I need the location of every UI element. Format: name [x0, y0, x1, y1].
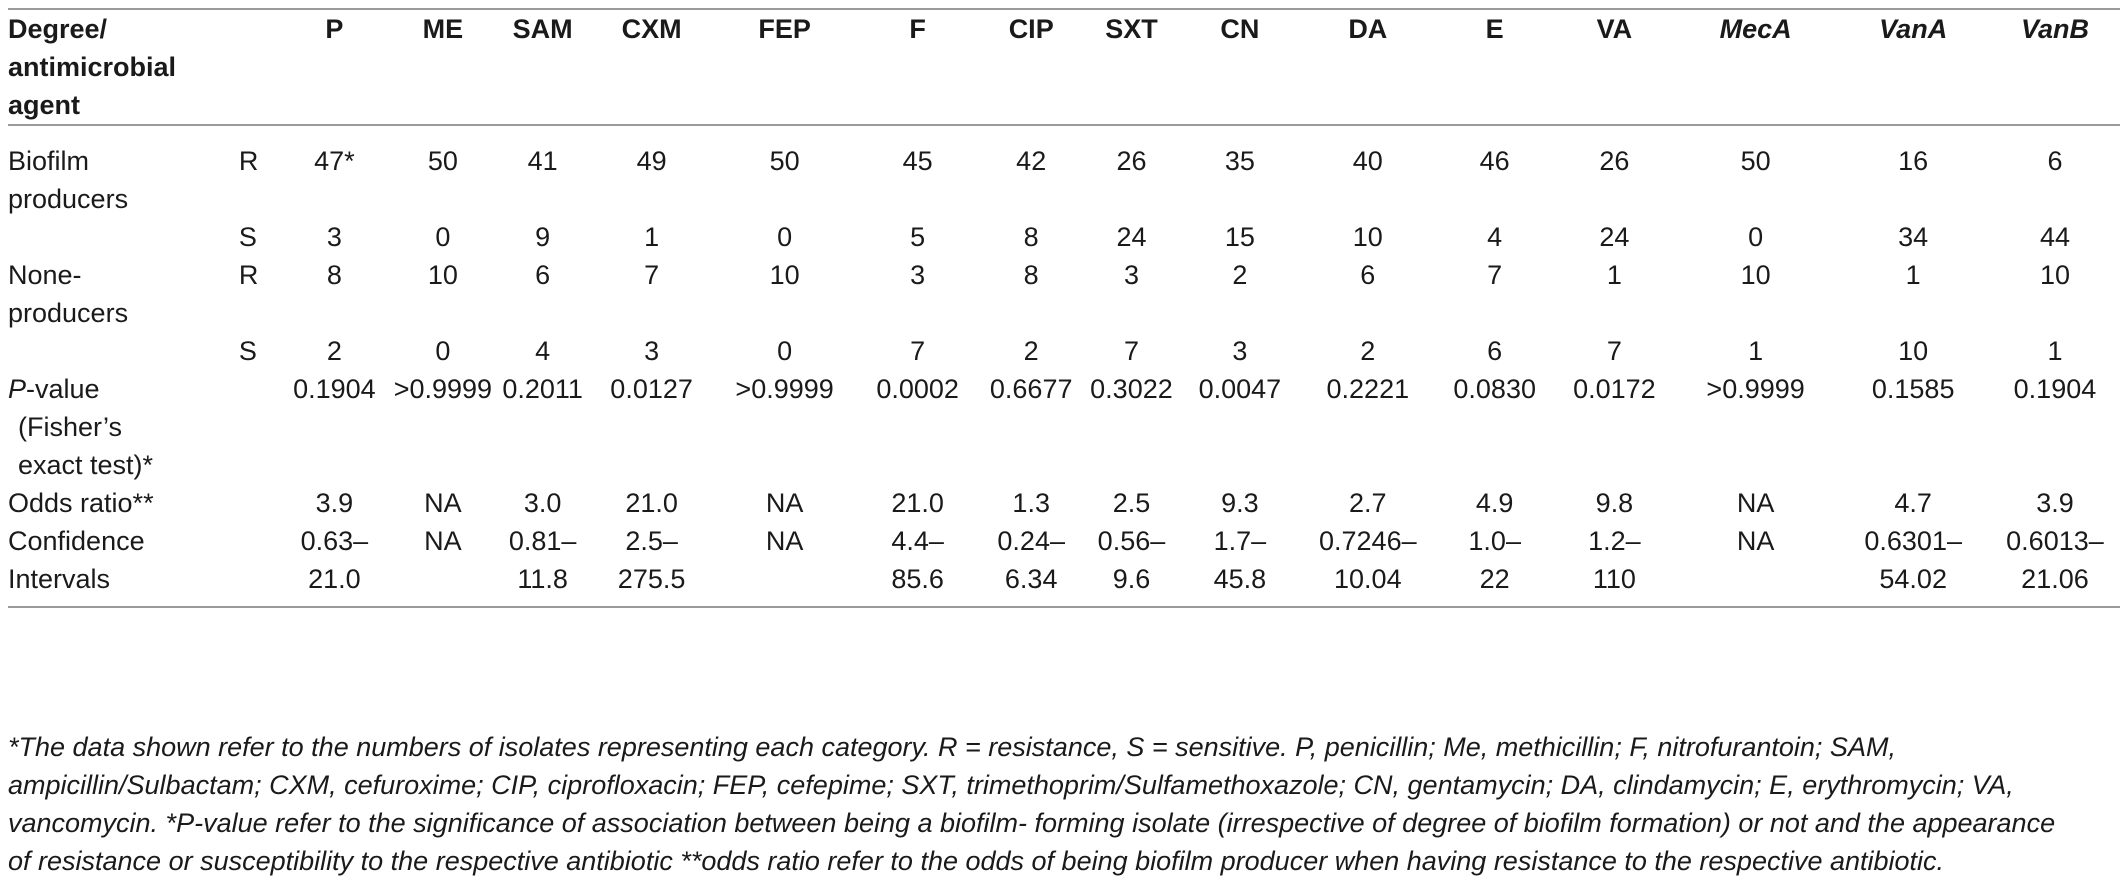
table-cell: >0.9999	[393, 374, 493, 404]
table-cell: 2	[1023, 336, 1039, 366]
row-biofilm-resistant	[8, 125, 2120, 218]
table-cell: 0.1904	[2013, 374, 2097, 404]
header-first-line-1: Degree/	[8, 14, 108, 44]
col-header-fep: FEP	[758, 14, 811, 44]
table-cell	[1435, 522, 1554, 607]
table-cell	[1990, 522, 2120, 607]
table-cell: 1.3	[1012, 488, 1050, 518]
table-cell: 0.3022	[1090, 374, 1173, 404]
ci-upper: 11.8	[517, 564, 568, 594]
table-cell: 3.9	[315, 488, 354, 518]
row-p-value	[8, 370, 2120, 484]
table-cell: 6	[1487, 336, 1503, 366]
table-cell: 10	[2039, 260, 2070, 290]
row-label-biofilm-line-2: producers	[8, 184, 129, 214]
ci-lower: 0.81–	[508, 526, 577, 556]
row-label-p-value	[8, 370, 278, 484]
col-header-f: F	[909, 14, 926, 44]
table-cell: 16	[1898, 146, 1929, 176]
table-cell: 34	[1898, 222, 1929, 252]
ci-upper: 6.34	[1004, 564, 1058, 594]
table-cell: 10	[1898, 336, 1929, 366]
table-cell: 35	[1224, 146, 1255, 176]
table-cell: 45	[902, 146, 933, 176]
col-header-va: VA	[1596, 14, 1633, 44]
col-header-meca: MecA	[1719, 14, 1792, 44]
header-first-line-2: antimicrobial	[8, 52, 177, 82]
table-cell: 0	[777, 336, 793, 366]
row-label-biofilm	[8, 125, 225, 218]
table-cell: 4	[535, 336, 551, 366]
table-cell: 0.2221	[1326, 374, 1410, 404]
table-cell: 50	[1740, 146, 1771, 176]
ci-lower: NA	[424, 526, 462, 556]
table-cell: 9.8	[1595, 488, 1634, 518]
ci-lower: 0.56–	[1097, 526, 1166, 556]
col-header-sxt: SXT	[1105, 14, 1158, 44]
p-value-label-line-1	[8, 370, 278, 408]
table-cell	[495, 522, 590, 607]
table-cell: 4	[1487, 222, 1503, 252]
row-confidence-intervals	[8, 522, 2120, 607]
col-header-cxm: CXM	[621, 14, 682, 44]
table-cell: 50	[769, 146, 800, 176]
table-cell: 47*	[314, 146, 355, 176]
rs-marker: R	[238, 146, 259, 176]
col-header-e: E	[1485, 14, 1504, 44]
table-cell: 21.0	[891, 488, 944, 518]
table-cell: 44	[2039, 222, 2070, 252]
table-cell: >0.9999	[1706, 374, 1805, 404]
header-row	[8, 9, 2120, 125]
table-cell: 15	[1224, 222, 1255, 252]
table-cell: 1	[2047, 336, 2063, 366]
ci-upper: 54.02	[1879, 564, 1947, 594]
table-cell: 5	[910, 222, 926, 252]
ci-lower: 1.0–	[1468, 526, 1521, 556]
table-cell: 2	[326, 336, 342, 366]
table-cell: 7	[910, 336, 926, 366]
table-cell	[1554, 522, 1675, 607]
table-cell	[278, 522, 391, 607]
col-header-me: ME	[422, 14, 464, 44]
row-label-none-line-1: None-	[8, 260, 82, 290]
ci-lower: 1.7–	[1213, 526, 1267, 556]
table-cell: 24	[1599, 222, 1630, 252]
table-cell: 24	[1116, 222, 1147, 252]
ci-upper: 22	[1479, 564, 1510, 594]
row-label-empty	[8, 332, 225, 370]
table-cell: 10	[1740, 260, 1771, 290]
table-cell: 3	[910, 260, 926, 290]
footnote-line-4: of resistance or susceptibility to the respective antibiotic **odds ratio refer to the odds of being biofilm producer when having resistance to the respective antibiotic.	[8, 846, 1945, 876]
table-cell: 4.9	[1475, 488, 1514, 518]
ci-lower: NA	[1736, 526, 1775, 556]
ci-upper: 9.6	[1112, 564, 1151, 594]
table-cell: 50	[427, 146, 458, 176]
ci-upper: 275.5	[617, 564, 686, 594]
table-cell: 10	[1352, 222, 1383, 252]
table-cell: 40	[1352, 146, 1383, 176]
table-cell: 8	[1023, 222, 1039, 252]
table-cell: 4.7	[1894, 488, 1932, 518]
table-cell: 6	[2047, 146, 2063, 176]
table-cell: 41	[527, 146, 558, 176]
col-header-vana: VanA	[1879, 14, 1948, 44]
table-cell: 2.7	[1349, 488, 1387, 518]
table-cell	[1836, 522, 1989, 607]
table-cell: 3	[644, 336, 660, 366]
p-value-label-rest: -value	[26, 374, 100, 404]
table-cell: >0.9999	[735, 374, 834, 404]
ci-lower: 4.4–	[891, 526, 944, 556]
table-cell	[1300, 522, 1435, 607]
col-header-cip: CIP	[1008, 14, 1054, 44]
table-cell: 3	[326, 222, 342, 252]
table-cell: 0.0830	[1453, 374, 1536, 404]
ci-label-line-1: Confidence	[8, 526, 145, 556]
footnote-line-2: ampicillin/Sulbactam; CXM, cefuroxime; CIP, ciprofloxacin; FEP, cefepime; SXT, trimethoprim/Sulfamethoxazole; CN, gentamycin; DA, clindamycin; E, erythromycin; VA,	[8, 770, 2014, 800]
footnote-line-3: vancomycin. *P-value refer to the significance of association between being a biofilm- forming isolate (irrespective of degree of biofilm formation) or not and the appearance	[8, 808, 2056, 838]
ci-upper: 110	[1592, 564, 1636, 594]
p-value-label-line-2: (Fisher’s	[18, 412, 123, 442]
ci-lower: 2.5–	[625, 526, 678, 556]
footnote-line-1: *The data shown refer to the numbers of isolates representing each category. R = resistance, S = sensitive. P, penicillin; Me, methicillin; F, nitrofurantoin; SAM,	[8, 732, 1896, 762]
rs-marker: R	[238, 260, 259, 290]
table-cell: 10	[769, 260, 800, 290]
row-none-resistant	[8, 256, 2120, 332]
table-cell: 2	[1360, 336, 1376, 366]
p-italic: P	[8, 374, 27, 404]
table-cell: 0.0127	[610, 374, 693, 404]
table-cell: 26	[1116, 146, 1147, 176]
col-header-cn: CN	[1220, 14, 1260, 44]
row-label-none-line-2: producers	[8, 298, 129, 328]
table-cell: 7	[1487, 260, 1503, 290]
table-cell	[1180, 522, 1301, 607]
table-cell: 0.1904	[293, 374, 376, 404]
table-cell: 0	[435, 222, 451, 252]
table-cell: 7	[644, 260, 660, 290]
table-cell: 2	[1232, 260, 1248, 290]
table-cell: 0	[1748, 222, 1764, 252]
ci-lower: 0.6301–	[1864, 526, 1962, 556]
table-cell: 1	[1905, 260, 1921, 290]
table-cell	[1675, 522, 1837, 607]
ci-lower: 0.63–	[300, 526, 369, 556]
row-biofilm-sensitive	[8, 218, 2120, 256]
table-cell	[979, 522, 1083, 607]
table-cell	[713, 522, 856, 607]
table-cell: 9.3	[1221, 488, 1259, 518]
table-cell: 8	[1023, 260, 1039, 290]
col-header-p: P	[325, 14, 344, 44]
table-cell: 1	[1748, 336, 1764, 366]
table-cell: 7	[1123, 336, 1139, 366]
table-cell: 0.6677	[989, 374, 1073, 404]
ci-lower: 0.6013–	[2006, 526, 2104, 556]
table-cell: 0.0047	[1198, 374, 1282, 404]
table-cell: NA	[1736, 488, 1775, 518]
row-label-empty	[8, 218, 225, 256]
table-cell: 3	[1232, 336, 1248, 366]
table-cell: 9	[535, 222, 551, 252]
table-cell: 26	[1599, 146, 1630, 176]
row-odds-ratio	[8, 484, 2120, 522]
col-header-da: DA	[1348, 14, 1388, 44]
table-cell: 49	[636, 146, 667, 176]
header-first-cell	[8, 9, 278, 125]
ci-upper: 21.0	[308, 564, 361, 594]
row-none-sensitive	[8, 332, 2120, 370]
table-cell: NA	[424, 488, 462, 518]
table-cell: 6	[535, 260, 551, 290]
ci-lower: 0.24–	[997, 526, 1065, 556]
table-cell: 0.0172	[1573, 374, 1656, 404]
table-cell: 0.0002	[876, 374, 959, 404]
table-cell: 3	[1123, 260, 1139, 290]
table-cell: 1	[644, 222, 660, 252]
row-label-none-producers	[8, 256, 225, 332]
ci-upper: 21.06	[2021, 564, 2089, 594]
ci-label-line-2: Intervals	[8, 564, 111, 594]
table-cell: 0.2011	[502, 374, 583, 404]
table-cell: 6	[1360, 260, 1376, 290]
ci-upper: 45.8	[1213, 564, 1267, 594]
table-cell	[856, 522, 979, 607]
ci-upper: 85.6	[891, 564, 944, 594]
col-header-vanb: VanB	[2020, 14, 2089, 44]
table-cell: 1	[1606, 260, 1622, 290]
ci-lower: 1.2–	[1588, 526, 1641, 556]
col-header-sam: SAM	[512, 14, 573, 44]
table-cell: 21.0	[625, 488, 678, 518]
table-cell: 3.0	[523, 488, 562, 518]
table-cell: 3.9	[2036, 488, 2074, 518]
p-value-label-line-3: exact test)*	[18, 450, 154, 480]
row-label-odds-ratio: Odds ratio**	[8, 488, 154, 518]
rs-marker: S	[238, 222, 257, 252]
table-cell: 2.5	[1112, 488, 1151, 518]
table-cell: 10	[427, 260, 458, 290]
rs-marker: S	[238, 336, 257, 366]
table-cell: 0.1585	[1871, 374, 1955, 404]
table-cell	[590, 522, 713, 607]
table-cell: 0	[777, 222, 793, 252]
ci-lower: NA	[765, 526, 804, 556]
results-table	[8, 8, 2120, 608]
table-cell: NA	[765, 488, 804, 518]
ci-lower: 0.7246–	[1319, 526, 1417, 556]
table-cell: 0	[435, 336, 451, 366]
table-cell: 8	[326, 260, 342, 290]
header-first-line-3: agent	[8, 90, 81, 120]
table-cell	[391, 522, 495, 607]
table-footnote	[8, 728, 2118, 880]
ci-upper: 10.04	[1334, 564, 1402, 594]
table-cell: 42	[1016, 146, 1047, 176]
table-cell	[1083, 522, 1179, 607]
table-cell: 7	[1606, 336, 1622, 366]
row-label-confidence-intervals	[8, 522, 278, 607]
row-label-biofilm-line-1: Biofilm	[8, 146, 90, 176]
table-cell: 46	[1479, 146, 1510, 176]
